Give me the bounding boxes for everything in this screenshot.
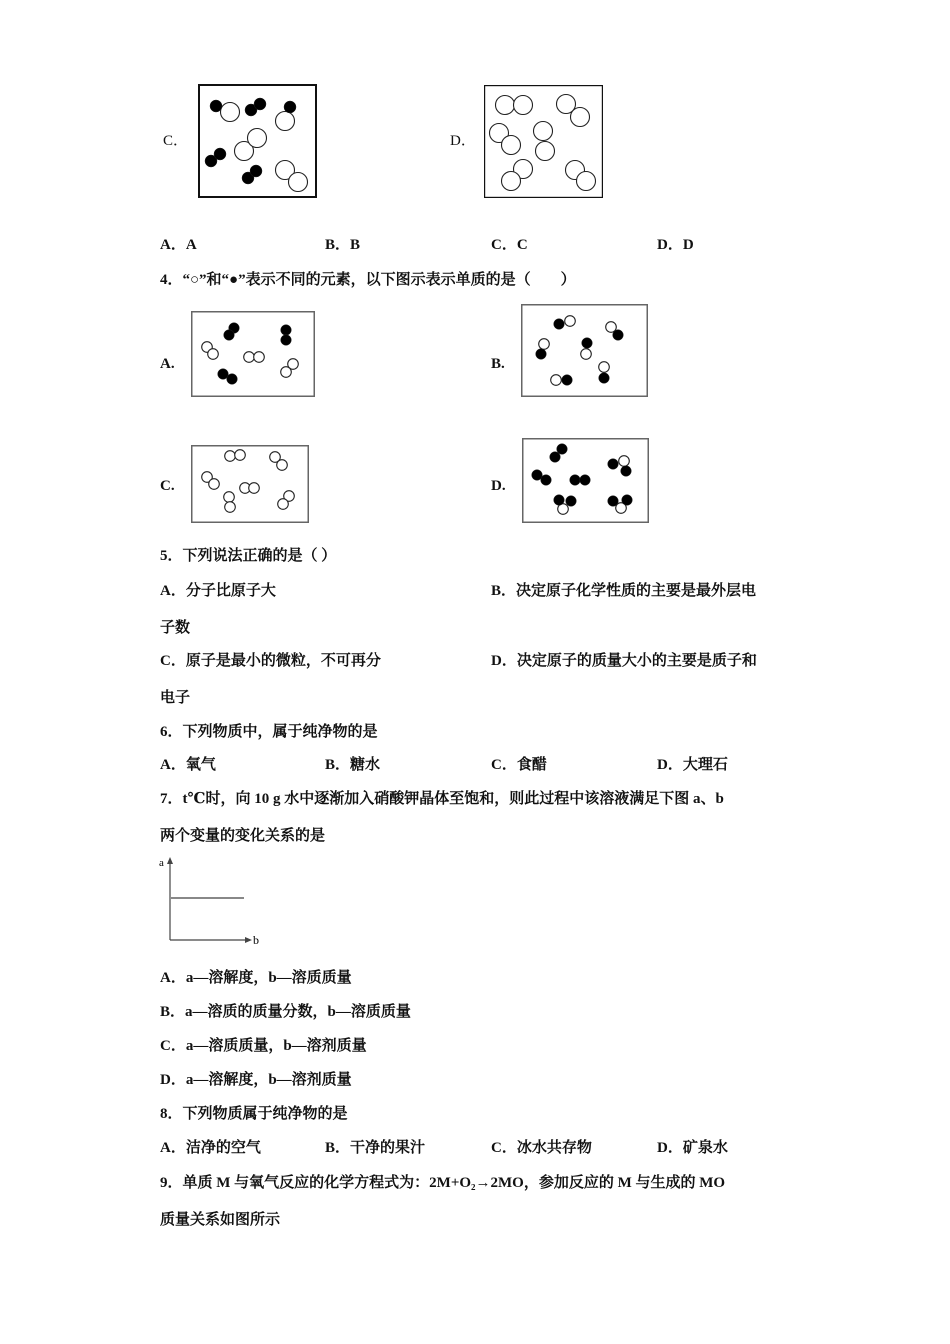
q4-diagram-d[interactable]: [522, 438, 649, 523]
q6-stem: 6．下列物质中，属于纯净物的是: [160, 724, 378, 740]
q5-option-b[interactable]: B．决定原子化学性质的主要是最外层电: [491, 583, 757, 599]
hollow-atom: [276, 112, 295, 131]
hollow-atom: [581, 349, 592, 360]
q3-option-a[interactable]: A．A: [160, 237, 197, 253]
hollow-atom: [496, 96, 515, 115]
hollow-atom: [254, 352, 265, 363]
x-axis-label: b: [253, 933, 259, 947]
q7-option-a[interactable]: A．a—溶解度，b—溶质质量: [160, 970, 352, 986]
q7-option-b[interactable]: B．a—溶质的质量分数，b—溶质质量: [160, 1004, 411, 1020]
q8-option-c[interactable]: C．冰水共存物: [491, 1140, 592, 1156]
hollow-atom: [208, 349, 219, 360]
filled-atom: [284, 101, 296, 113]
q6-option-d[interactable]: D．大理石: [657, 757, 728, 773]
q7-option-c[interactable]: C．a—溶质质量，b—溶剂质量: [160, 1038, 367, 1054]
q7-graph: [155, 852, 265, 950]
q9-stem-line1: 9．单质 M 与氧气反应的化学方程式为：2M+O₂→2MO，参加反应的 M 与生成的 MO: [160, 1175, 726, 1191]
q8-option-a[interactable]: A．洁净的空气: [160, 1140, 261, 1156]
hollow-atom: [221, 103, 240, 122]
q4-diagram-c[interactable]: [191, 445, 309, 523]
hollow-atom: [225, 451, 236, 462]
filled-atom: [541, 475, 552, 486]
q4-label-b[interactable]: B.: [491, 356, 505, 372]
hollow-atom: [235, 450, 246, 461]
filled-atom: [580, 475, 591, 486]
q8-option-b[interactable]: B．干净的果汁: [325, 1140, 426, 1156]
hollow-atom: [225, 502, 236, 513]
filled-atom: [613, 330, 624, 341]
hollow-atom: [571, 108, 590, 127]
filled-atom: [622, 495, 633, 506]
hollow-atom: [277, 460, 288, 471]
filled-atom: [566, 496, 577, 507]
q7-stem-line2: 两个变量的变化关系的是: [160, 828, 326, 844]
q3-diagram-d: [484, 85, 603, 198]
q5-option-b-cont: 子数: [160, 620, 191, 636]
y-axis-arrow-icon: [167, 857, 173, 864]
hollow-atom: [244, 352, 255, 363]
x-axis-arrow-icon: [245, 937, 252, 943]
filled-atom: [281, 335, 292, 346]
filled-atom: [250, 165, 262, 177]
filled-atom: [214, 148, 226, 160]
hollow-atom: [577, 172, 596, 191]
q5-option-a[interactable]: A．分子比原子大: [160, 583, 276, 599]
filled-atom: [281, 325, 292, 336]
hollow-atom: [209, 479, 220, 490]
q5-stem: 5．下列说法正确的是（ ）: [160, 548, 337, 564]
hollow-atom: [278, 499, 289, 510]
filled-atom: [554, 319, 565, 330]
hollow-atom: [551, 375, 562, 386]
hollow-atom: [514, 96, 533, 115]
filled-atom: [562, 375, 573, 386]
q3-diagram-label-d: D．: [450, 133, 476, 149]
filled-atom: [608, 459, 619, 470]
filled-atom: [582, 338, 593, 349]
hollow-atom: [249, 483, 260, 494]
filled-atom: [227, 374, 238, 385]
y-axis-label: a: [159, 857, 164, 869]
filled-atom: [608, 496, 619, 507]
filled-atom: [570, 475, 581, 486]
q4-label-a[interactable]: A.: [160, 356, 175, 372]
q4-stem: 4．“○”和“●”表示不同的元素，以下图示表示单质的是（ ）: [160, 272, 576, 288]
q3-option-c[interactable]: C．C: [491, 237, 528, 253]
filled-atom: [550, 452, 561, 463]
hollow-atom: [534, 122, 553, 141]
hollow-atom: [289, 173, 308, 192]
filled-atom: [621, 466, 632, 477]
hollow-atom: [502, 172, 521, 191]
q7-option-d[interactable]: D．a—溶解度，b—溶剂质量: [160, 1072, 352, 1088]
q8-stem: 8．下列物质属于纯净物的是: [160, 1106, 348, 1122]
q9-stem-line2: 质量关系如图所示: [160, 1212, 281, 1228]
q3-diagram-c: [198, 84, 317, 198]
q4-label-c[interactable]: C.: [160, 478, 175, 494]
hollow-atom: [536, 142, 555, 161]
filled-atom: [224, 330, 235, 341]
q6-option-b[interactable]: B．糖水: [325, 757, 381, 773]
q5-option-c[interactable]: C．原子是最小的微粒，不可再分: [160, 653, 381, 669]
filled-atom: [210, 100, 222, 112]
hollow-atom: [619, 456, 630, 467]
hollow-atom: [599, 362, 610, 373]
hollow-atom: [502, 136, 521, 155]
hollow-atom: [224, 492, 235, 503]
q4-diagram-b[interactable]: [521, 304, 648, 397]
q3-diagram-label-c: C．: [163, 133, 189, 149]
q3-option-d[interactable]: D．D: [657, 237, 694, 253]
q7-stem-line1: 7．t℃时，向 10 g 水中逐渐加入硝酸钾晶体至饱和，则此过程中该溶液满足下图 a、b: [160, 791, 724, 807]
hollow-atom: [248, 129, 267, 148]
filled-atom: [554, 495, 565, 506]
filled-atom: [254, 98, 266, 110]
q6-option-c[interactable]: C．食醋: [491, 757, 547, 773]
filled-atom: [536, 349, 547, 360]
q5-option-d[interactable]: D．决定原子的质量大小的主要是质子和: [491, 653, 757, 669]
q8-option-d[interactable]: D．矿泉水: [657, 1140, 728, 1156]
q4-label-d[interactable]: D.: [491, 478, 506, 494]
q5-option-d-cont: 电子: [160, 690, 191, 706]
q4-diagram-a[interactable]: [191, 311, 315, 397]
hollow-atom: [281, 367, 292, 378]
q6-option-a[interactable]: A．氧气: [160, 757, 216, 773]
q3-option-b[interactable]: B．B: [325, 237, 361, 253]
filled-atom: [599, 373, 610, 384]
hollow-atom: [539, 339, 550, 350]
hollow-atom: [565, 316, 576, 327]
